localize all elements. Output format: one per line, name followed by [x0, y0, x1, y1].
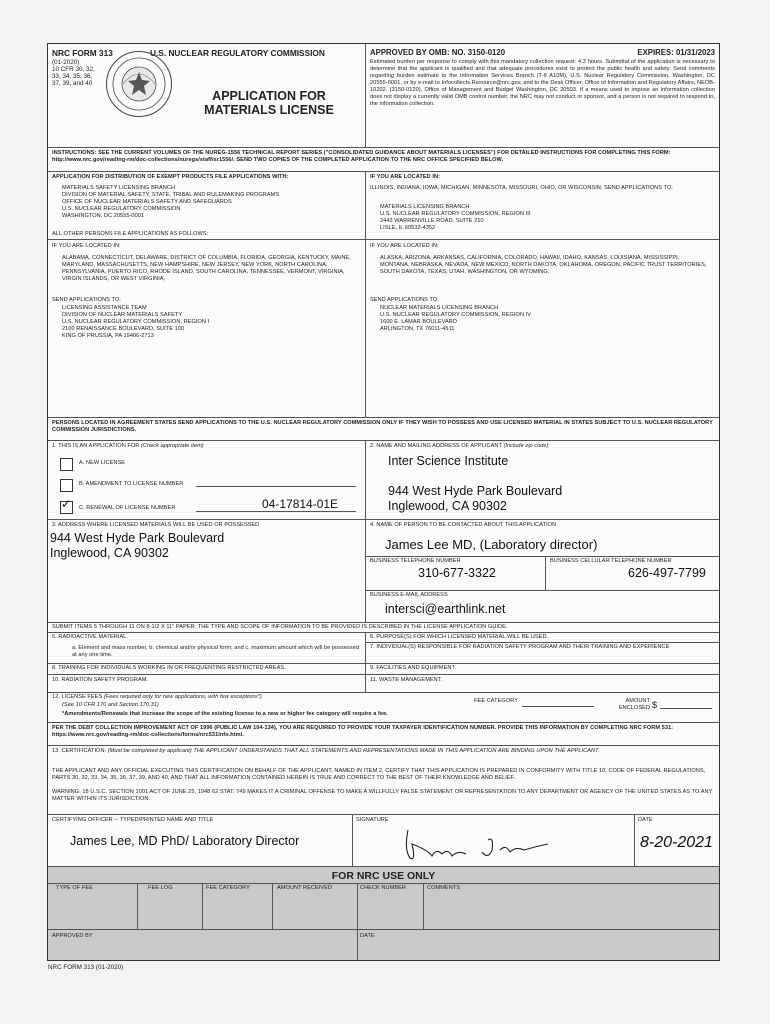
- date-label: DATE: [638, 817, 653, 823]
- renewal-checkbox[interactable]: [60, 497, 73, 514]
- nrc-use-only-title: FOR NRC USE ONLY: [331, 870, 436, 882]
- business-phone[interactable]: 310-677-3322: [418, 566, 496, 580]
- form-number: NRC FORM 313: [52, 48, 113, 58]
- item6-label: 6. PURPOSE(S) FOR WHICH LICENSED MATERIAL WILL BE USED.: [370, 634, 549, 640]
- certification-warning: WARNING: 18 U.S.C. SECTION 1001 ACT OF JUNE 25, 1948 62 STAT. 749 MAKES IT A CRIMINAL OFFENSE TO MAKE A WILLFULLY FALSE STATEMENT OR REPRESENTATION TO ANY DEPARTMENT OR AGENCY OF THE UNITED STATES AS TO ANY MATTER WITHIN ITS JURISDICTION.: [52, 789, 713, 802]
- item1-label: [52, 443, 204, 450]
- instructions: INSTRUCTIONS: SEE THE CURRENT VOLUMES OF THE NUREG-1556 TECHNICAL REPORT SERIES ("CONSOLIDATED GUIDANCE ABOUT MATERIALS LICENSES") FOR DETAILED INSTRUCTIONS FOR COMPLETING THIS FORM: http://www.nrc.gov/reading-rm/doc-collections/nuregs/staff/sr1556/. SEND TWO COPIES OF THE COMPLETED APPLICATION TO THE NRC OFFICE SPECIFIED BELOW.: [52, 150, 671, 163]
- cfr-line-3: 37, 39, and 40: [52, 80, 93, 87]
- address-line: 2443 WARRENVILLE ROAD, SUITE 210: [380, 218, 484, 224]
- address-line: LICENSING ASSISTANCE TEAM: [62, 305, 147, 311]
- item7-label: 7. INDIVIDUAL(S) RESPONSIBLE FOR RADIATION SAFETY PROGRAM AND THEIR TRAINING AND EXPERIENCE: [370, 644, 670, 650]
- address-line: LISLE, IL 60532-4352: [380, 225, 436, 231]
- item5-label: 5. RADIOACTIVE MATERIAL: [52, 634, 127, 640]
- all-other-persons: ALL OTHER PERSONS FILE APPLICATIONS AS FOLLOWS:: [52, 231, 209, 237]
- fee-category-label: FEE CATEGORY: [474, 698, 518, 704]
- region4-states: ALASKA, ARIZONA, ARKANSAS, CALIFORNIA, COLORADO, HAWAII, IDAHO, KANSAS, LOUISIANA, MISSISSIPPI, MONTANA, NEBRASKA, NEVADA, NEW MEXICO, NORTH DAKOTA, OKLAHOMA, OREGON, PACIFIC TRUST TERRITORIES, SOUTH DAKOTA, TEXAS, UTAH, WASHINGTON, OR WYOMING,: [380, 255, 707, 275]
- region3-heading: IF YOU ARE LOCATED IN:: [370, 174, 440, 180]
- item3-label: 3. ADDRESS WHERE LICENSED MATERIALS WILL BE USED OR POSSESSED: [52, 522, 260, 528]
- applicant-address-line-1[interactable]: 944 West Hyde Park Boulevard: [388, 484, 563, 498]
- applicant-address-line-2[interactable]: Inglewood, CA 90302: [388, 499, 507, 513]
- amount-enclosed-field[interactable]: [660, 708, 712, 709]
- address-line: U.S. NUCLEAR REGULATORY COMMISSION, REGION III: [380, 211, 531, 217]
- amendment-checkbox[interactable]: [60, 479, 73, 492]
- item13-header: [52, 748, 716, 755]
- region3-address: [380, 204, 530, 232]
- item9-label: 9. FACILITIES AND EQUIPMENT.: [370, 665, 456, 671]
- col-check-number: CHECK NUMBER: [360, 885, 406, 891]
- signature-field[interactable]: [388, 820, 568, 864]
- address-line: ARLINGTON, TX 76011-4511: [380, 326, 455, 332]
- item12-label: [52, 694, 262, 701]
- address-line: DIVISION OF NUCLEAR MATERIALS SAFETY: [62, 312, 183, 318]
- address-line: NUCLEAR MATERIALS LICENSING BRANCH: [380, 305, 499, 311]
- address-line: MATERIALS LICENSING BRANCH: [380, 204, 470, 210]
- agency-name: U.S. NUCLEAR REGULATORY COMMISSION: [150, 48, 325, 58]
- cfr-line-1: 10 CFR 30, 32,: [52, 66, 95, 73]
- col-amount-received: AMOUNT RECEIVED: [277, 885, 333, 891]
- item8-label: 8. TRAINING FOR INDIVIDUALS WORKING IN OR FREQUENTING RESTRICTED AREAS.: [52, 665, 286, 671]
- contact-name[interactable]: James Lee MD, (Laboratory director): [385, 537, 598, 552]
- region1-send-to: SEND APPLICATIONS TO:: [52, 297, 121, 303]
- item12-cfr: (See 10 CFR 170 and Section 170.31): [62, 702, 159, 708]
- certifying-officer-label: CERTIFYING OFFICER -- TYPED/PRINTED NAME AND TITLE: [52, 817, 214, 823]
- item11-label: 11. WASTE MANAGEMENT.: [370, 677, 443, 683]
- region4-heading: IF YOU ARE LOCATED IN:: [370, 243, 439, 249]
- item2-label-text: 2. NAME AND MAILING ADDRESS OF APPLICANT: [370, 443, 502, 449]
- col-type-of-fee: TYPE OF FEE: [56, 885, 93, 891]
- omb-number: APPROVED BY OMB: NO. 3150-0120: [370, 48, 506, 57]
- use-address-line-1[interactable]: 944 West Hyde Park Boulevard: [50, 531, 225, 545]
- cell-label: BUSINESS CELLULAR TELEPHONE NUMBER: [550, 558, 672, 564]
- address-line: U.S. NUCLEAR REGULATORY COMMISSION: [62, 206, 181, 212]
- item10-label: 10. RADIATION SAFETY PROGRAM.: [52, 677, 149, 683]
- address-line: 1600 E. LAMAR BOULEVARD: [380, 319, 457, 325]
- region4-send-to: SEND APPLICATIONS TO:: [370, 297, 439, 303]
- address-line: MATERIALS SAFETY LICENSING BRANCH: [62, 185, 176, 191]
- address-line: U.S. NUCLEAR REGULATORY COMMISSION, REGION I: [62, 319, 210, 325]
- item1-label-text: 1. THIS IS AN APPLICATION FOR: [52, 443, 140, 449]
- footer-form-number: NRC FORM 313 (01-2020): [48, 964, 124, 971]
- address-line: OFFICE OF NUCLEAR MATERIALS SAFETY AND SAFEGUARDS: [62, 199, 232, 205]
- item2-label: [370, 443, 549, 450]
- form-title: [196, 89, 342, 117]
- col-fee-category: FEE CATEGORY: [206, 885, 250, 891]
- region1-states: ALABAMA, CONNECTICUT, DELAWARE, DISTRICT OF COLUMBIA, FLORIDA, GEORGIA, KENTUCKY, MAINE, MARYLAND, MASSACHUSETTS, NEW HAMPSHIRE, NEW JERSEY, NEW YORK, NORTH CAROLINA, PENNSYLVANIA, PUERTO RICO, RHODE ISLAND, SOUTH CAROLINA, TENNESSEE, VERMONT, VIRGINIA, VIRGIN ISLANDS, OR WEST VIRGINIA,: [62, 255, 351, 282]
- item12-label-text: 12. LICENSE FEES: [52, 694, 103, 700]
- item12-note: *Amendments/Renewals that increase the scope of the existing license to a new or higher fee category will require a fee.: [62, 711, 388, 717]
- signature-date[interactable]: 8-20-2021: [640, 834, 713, 851]
- item4-label: 4. NAME OF PERSON TO BE CONTACTED ABOUT THIS APPLICATION: [370, 522, 557, 528]
- item2-hint: (Include zip code): [503, 443, 549, 449]
- region1-address: [62, 305, 209, 340]
- renewal-label: C. RENEWAL OF LICENSE NUMBER: [79, 505, 176, 511]
- approved-by-label: APPROVED BY: [52, 933, 93, 939]
- certification-body: THE APPLICANT AND ANY OFFICIAL EXECUTING THIS CERTIFICATION ON BEHALF OF THE APPLICANT, NAMED IN ITEM 2, CERTIFY THAT THIS APPLICATION IS PREPARED IN CONFORMITY WITH TITLE 10, CODE OF FEDERAL REGULATIONS, PARTS 30, 32, 33, 34, 35, 36, 37, 39, AND 40, AND THAT ALL INFORMATION CONTAINED HEREIN IS TRUE AND CORRECT TO THE BEST OF THEIR KNOWLEDGE AND BELIEF.: [52, 768, 706, 781]
- col-fee-log: FEE LOG: [148, 885, 173, 891]
- item1-hint: (Check appropriate item): [140, 443, 204, 449]
- business-email[interactable]: intersci@earthlink.net: [385, 602, 506, 616]
- address-line: U.S. NUCLEAR REGULATORY COMMISSION, REGION IV: [380, 312, 532, 318]
- form-title-line-1: APPLICATION FOR: [212, 89, 326, 103]
- submit-items-note: SUBMIT ITEMS 5 THROUGH 11 ON 8-1/2 X 11" PAPER. THE TYPE AND SCOPE OF INFORMATION TO BE PROVIDED IS DESCRIBED IN THE LICENSE APPLICATION GUIDE.: [52, 624, 508, 630]
- cfr-line-2: 33, 34, 35, 36,: [52, 73, 93, 80]
- amendment-label: B. AMENDMENT TO LICENSE NUMBER: [79, 481, 184, 487]
- nrc-seal-icon: [106, 51, 172, 117]
- signature-image: [388, 820, 568, 864]
- nrc-date-label: DATE: [360, 933, 375, 939]
- new-license-checkbox[interactable]: [60, 458, 73, 471]
- check-mark: ✓: [61, 497, 72, 511]
- item13-label: 13. CERTIFICATION.: [52, 748, 107, 754]
- item5-sub: a. Element and mass number, b. chemical and/or physical form; and c. maximum amount which will be possessed at any one time.: [72, 645, 360, 658]
- exempt-products-heading: APPLICATION FOR DISTRIBUTION OF EXEMPT PRODUCTS FILE APPLICATIONS WITH:: [52, 174, 289, 180]
- item12-hint: (Fees required only for new applications, with few exceptions*): [103, 694, 262, 700]
- address-line: 2100 RENAISSANCE BOULEVARD, SUITE 100: [62, 326, 185, 332]
- form-title-line-2: MATERIALS LICENSE: [204, 103, 334, 117]
- use-address-line-2[interactable]: Inglewood, CA 90302: [50, 546, 169, 560]
- col-comments: COMMENTS: [427, 885, 461, 891]
- address-line: KING OF PRUSSIA, PA 19406-2713: [62, 333, 154, 339]
- amount-enclosed-label: AMOUNT ENCLOSED: [618, 698, 650, 711]
- signature-label: SIGNATURE: [356, 817, 389, 823]
- address-line: DIVISION OF MATERIAL SAFETY, STATE, TRIBAL AND RULEMAKING PROGRAMS: [62, 192, 280, 198]
- exempt-products-address: [62, 185, 279, 220]
- fee-category-field[interactable]: [522, 706, 594, 707]
- form-page: [47, 43, 720, 961]
- certifying-officer-name[interactable]: James Lee, MD PhD/ Laboratory Director: [70, 834, 300, 848]
- address-line: WASHINGTON, DC 20555-0001: [62, 213, 145, 219]
- phone-label: BUSINESS TELEPHONE NUMBER: [370, 558, 461, 564]
- region3-states: ILLINOIS, INDIANA, IOWA, MICHIGAN, MINNESOTA, MISSOURI, OHIO, OR WISCONSIN, SEND APPLICATIONS TO:: [370, 185, 673, 191]
- email-label: BUSINESS E-MAIL ADDRESS: [370, 592, 448, 598]
- region4-address: [380, 305, 531, 333]
- burden-statement: Estimated burden per response to comply with this mandatory collection request: 4.3 hours. Submittal of the application is necessary to determine that the applicant is qualified and that adequate procedures exist to protect the public health and safety. Send comments regarding burden estimate to the Information Services Branch (T-6 A10M), U.S. Nuclear Regulatory Commission, Washington, DC 20555-0001, or by e-mail to Infocollects.Resource@nrc.gov, and to the Desk Officer, Office of Information and Regulatory Affairs, NEOB-10202, (3150-0120), Office of Management and Budget Washington, DC 20503. If a means used to impose an information collection does not display a currently valid OMB control number, the NRC may not conduct or sponsor, and a person is not required to respond to, the information collection.: [370, 59, 715, 107]
- form-date: (01-2020): [52, 59, 80, 66]
- applicant-name[interactable]: Inter Science Institute: [388, 454, 509, 468]
- agreement-states-note: PERSONS LOCATED IN AGREEMENT STATES SEND APPLICATIONS TO THE U.S. NUCLEAR REGULATORY COMMISSION ONLY IF THEY WISH TO POSSESS AND USE LICENSED MATERIAL IN STATES SUBJECT TO U.S. NUCLEAR REGULATORY COMMISSION JURISDICTIONS.: [52, 420, 713, 433]
- new-license-label: A. NEW LICENSE: [79, 460, 126, 466]
- expiration-date: EXPIRES: 01/31/2023: [637, 48, 715, 57]
- item13-hint: (Must be completed by applicant) THE APPLICANT UNDERSTANDS THAT ALL STATEMENTS AND REPRESENTATIONS MADE IN THIS APPLICATION ARE BINDING UPON THE APPLICANT.: [107, 748, 600, 754]
- region1-heading: IF YOU ARE LOCATED IN:: [52, 243, 121, 249]
- debt-collection-note: PER THE DEBT COLLECTION IMPROVEMENT ACT OF 1996 (PUBLIC LAW 104-134), YOU ARE REQUIRED TO PROVIDE YOUR TAXPAYER IDENTIFICATION NUMBER. PROVIDE THIS INFORMATION BY COMPLETING NRC FORM 531: https://www.nrc.gov/reading-rm/doc-collections/forms/nrc531info.html.: [52, 725, 674, 738]
- business-cell-phone[interactable]: 626-497-7799: [628, 566, 706, 580]
- renewal-license-number[interactable]: 04-17814-01E: [262, 497, 339, 511]
- dollar-sign: $: [652, 700, 658, 710]
